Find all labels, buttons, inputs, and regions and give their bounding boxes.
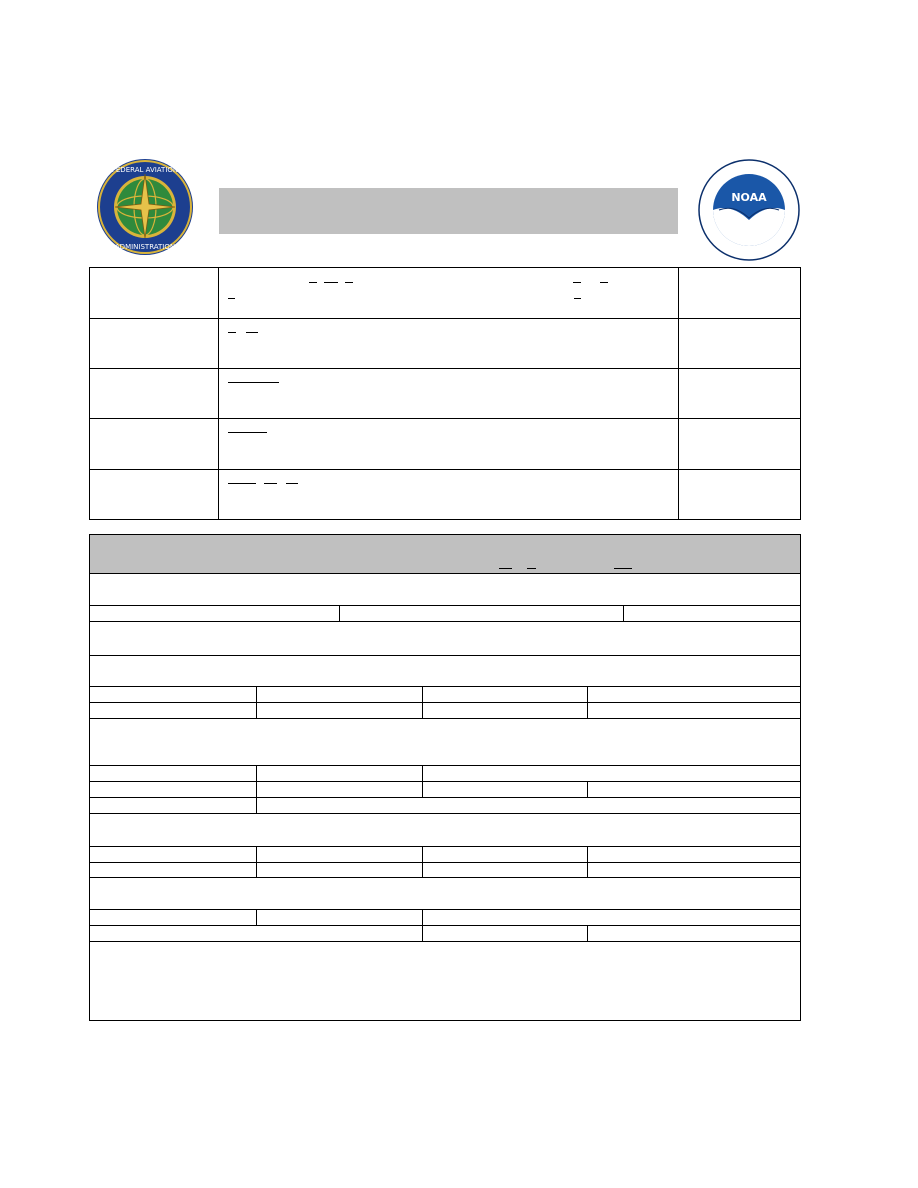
svg-text:ADMINISTRATION: ADMINISTRATION (114, 243, 176, 251)
form-line (89, 781, 801, 782)
field-underline (228, 298, 235, 299)
lower-form (89, 534, 801, 1021)
svg-text:NOAA: NOAA (731, 191, 767, 204)
form-line (89, 621, 801, 622)
field-underline (573, 282, 581, 283)
form-divider (587, 925, 588, 941)
form-divider (339, 605, 340, 621)
field-underline (228, 332, 236, 333)
upper-table (89, 267, 801, 520)
field-underline (246, 332, 258, 333)
form-line (89, 909, 801, 910)
form-line (89, 797, 801, 798)
field-underline (600, 282, 608, 283)
form-divider (422, 846, 423, 877)
noaa-seal-logo (697, 158, 801, 262)
field-underline (345, 282, 353, 283)
field-underline (499, 568, 512, 569)
upper-table-divider (218, 267, 219, 520)
form-line (89, 877, 801, 878)
upper-table-row-line (89, 368, 801, 369)
form-divider (256, 686, 257, 718)
form-divider (256, 846, 257, 877)
form-line (89, 765, 801, 766)
form-divider (587, 781, 588, 797)
form-line (89, 813, 801, 814)
form-divider (422, 686, 423, 718)
form-line (89, 718, 801, 719)
header-banner (219, 188, 678, 234)
field-underline (228, 432, 267, 433)
field-underline (264, 483, 277, 484)
form-divider (422, 765, 423, 797)
upper-table-row-line (89, 469, 801, 470)
field-underline (574, 298, 581, 299)
form-line (89, 686, 801, 687)
field-underline (228, 382, 279, 383)
form-line (89, 655, 801, 656)
form-line (89, 573, 801, 574)
form-line (89, 941, 801, 942)
form-line (89, 925, 801, 926)
upper-table-row-line (89, 318, 801, 319)
form-divider (587, 846, 588, 877)
svg-text:FEDERAL AVIATION: FEDERAL AVIATION (111, 166, 179, 174)
upper-table-divider (678, 267, 679, 520)
field-underline (228, 483, 256, 484)
form-divider (623, 605, 624, 621)
form-divider (256, 765, 257, 813)
field-underline (527, 568, 536, 569)
form-line (89, 702, 801, 703)
field-underline (309, 282, 317, 283)
form-line (89, 862, 801, 863)
form-divider (587, 686, 588, 718)
upper-table-row-line (89, 418, 801, 419)
form-divider (422, 909, 423, 941)
form-line (89, 605, 801, 606)
lower-form-header (90, 535, 800, 573)
field-underline (614, 568, 632, 569)
form-divider (256, 909, 257, 925)
field-underline (324, 282, 338, 283)
form-line (89, 846, 801, 847)
faa-seal-logo (95, 158, 195, 256)
field-underline (286, 483, 298, 484)
